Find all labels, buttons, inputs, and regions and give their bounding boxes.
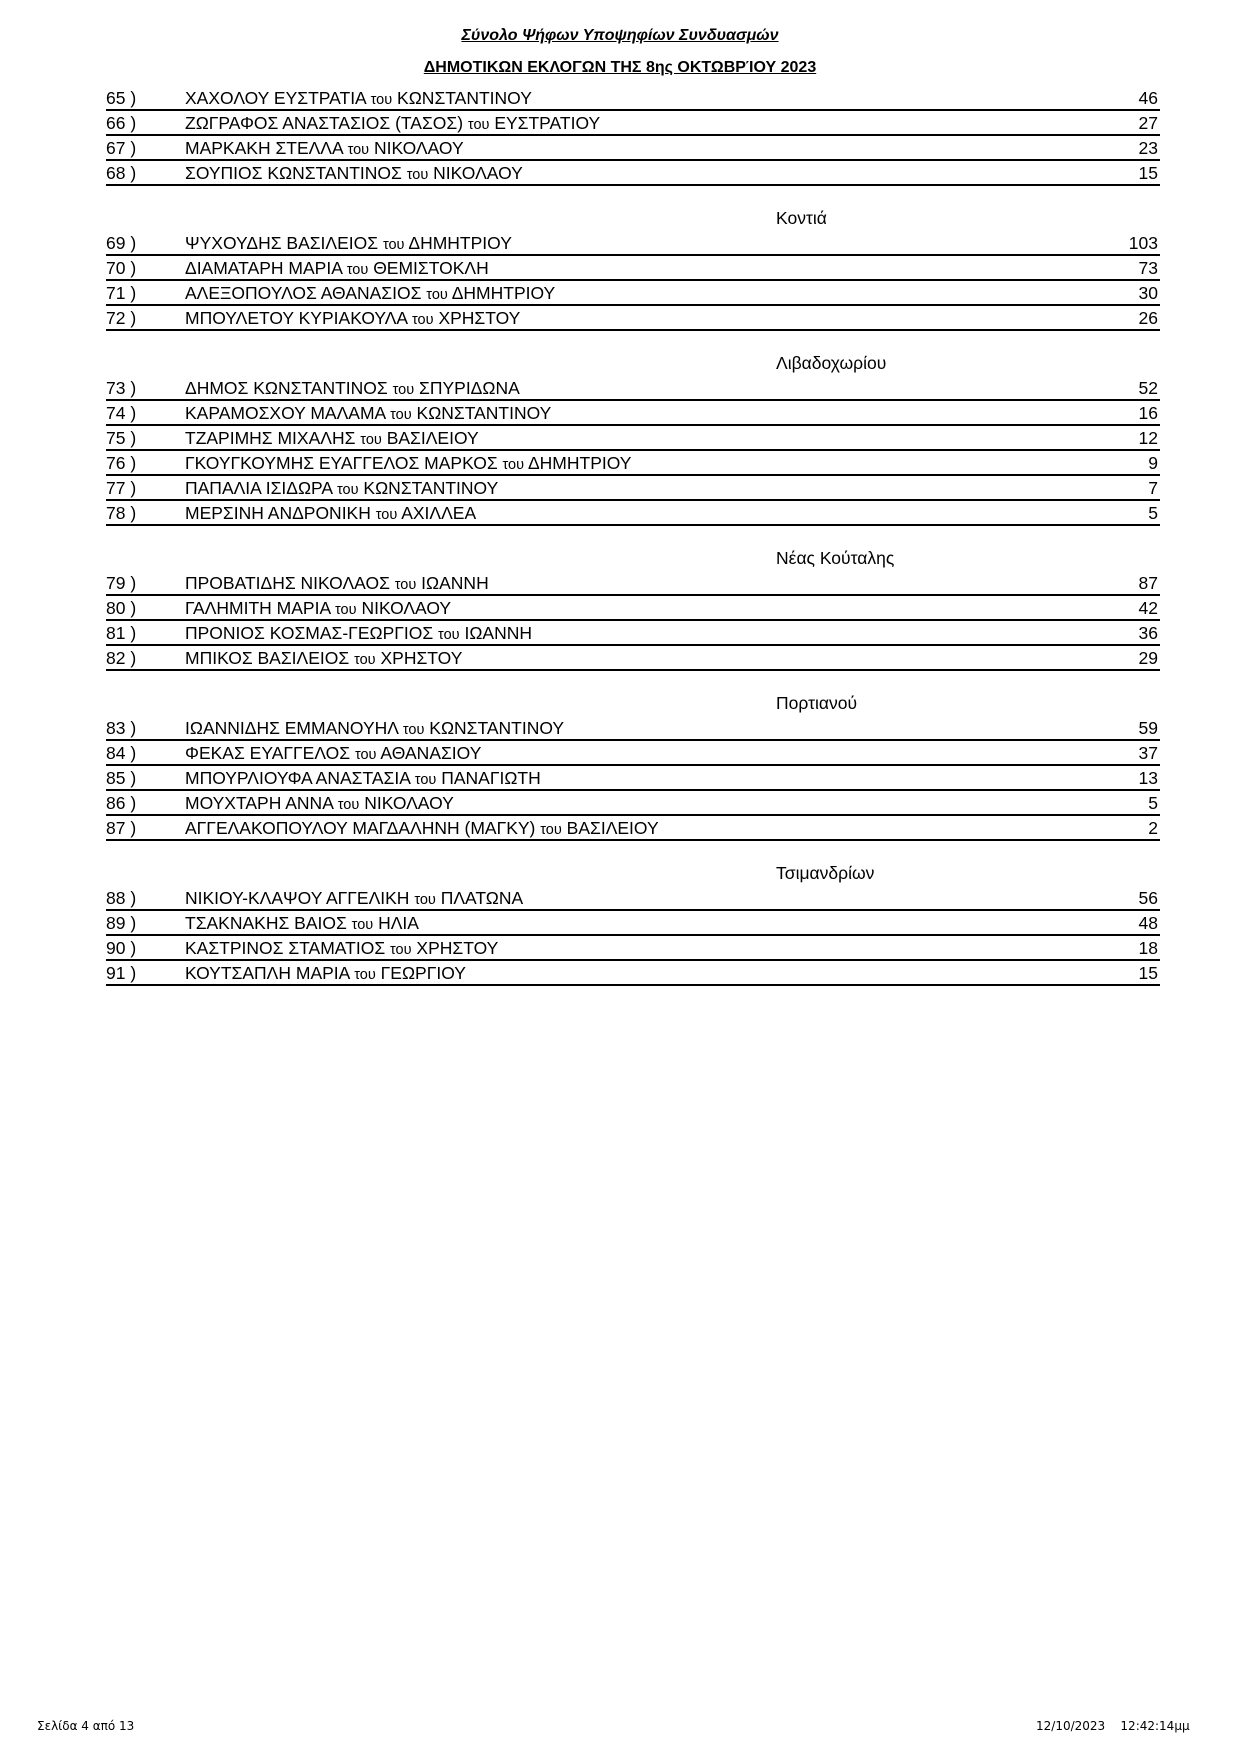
- father-name: ΧΡΗΣΤΟΥ: [438, 308, 521, 328]
- father-name: ΝΙΚΟΛΑΟΥ: [361, 598, 452, 618]
- table-row: [106, 161, 1160, 186]
- row-number: 76 ): [106, 453, 137, 473]
- candidate-fullname: ΔΙΑΜΑΤΑΡΗ ΜΑΡΙΑ: [185, 258, 342, 278]
- table-row: [106, 741, 1160, 766]
- candidate-fullname: ΙΩΑΝΝΙΔΗΣ ΕΜΜΑΝΟΥΗΛ: [185, 718, 398, 738]
- section-heading: [106, 841, 1160, 886]
- section-title: Λιβαδοχωρίου: [776, 353, 887, 373]
- tou-word: του: [347, 142, 370, 158]
- row-number: 89 ): [106, 913, 137, 933]
- table-row: [106, 401, 1160, 426]
- vote-count: 2: [1148, 818, 1158, 838]
- candidate-name: [185, 451, 631, 478]
- candidate-fullname: ΑΓΓΕΛΑΚΟΠΟΥΛΟΥ ΜΑΓΔΑΛΗΝΗ (ΜΑΓΚΥ): [185, 818, 536, 838]
- vote-count: 42: [1138, 598, 1158, 618]
- vote-count: 56: [1138, 888, 1158, 908]
- section-title: Νέας Κούταλης: [776, 548, 895, 568]
- candidate-fullname: ΓΑΛΗΜΙΤΗ ΜΑΡΙΑ: [185, 598, 331, 618]
- vote-count: 7: [1148, 478, 1158, 498]
- vote-count: 59: [1138, 718, 1158, 738]
- table-row: [106, 476, 1160, 501]
- candidate-name: [185, 936, 498, 963]
- candidate-name: [185, 716, 564, 743]
- candidate-fullname: ΤΖΑΡΙΜΗΣ ΜΙΧΑΛΗΣ: [185, 428, 356, 448]
- father-name: ΠΛΑΤΩΝΑ: [440, 888, 524, 908]
- father-name: ΙΩΑΝΝΗ: [421, 573, 489, 593]
- table-row: [106, 426, 1160, 451]
- father-name: ΠΑΝΑΓΙΩΤΗ: [441, 768, 541, 788]
- father-name: ΧΡΗΣΤΟΥ: [416, 938, 499, 958]
- candidate-fullname: ΤΣΑΚΝΑΚΗΣ ΒΑΙΟΣ: [185, 913, 347, 933]
- table-row: [106, 716, 1160, 741]
- candidate-name: [185, 401, 551, 428]
- candidate-fullname: ΜΠΟΥΡΛΙΟΥΦΑ ΑΝΑΣΤΑΣΙΑ: [185, 768, 410, 788]
- table-row: [106, 886, 1160, 911]
- row-number: 81 ): [106, 623, 137, 643]
- candidate-name: [185, 791, 454, 818]
- row-number: 87 ): [106, 818, 137, 838]
- row-number: 86 ): [106, 793, 137, 813]
- candidate-fullname: ΦΕΚΑΣ ΕΥΑΓΓΕΛΟΣ: [185, 743, 351, 763]
- table-row: [106, 571, 1160, 596]
- table-row: [106, 791, 1160, 816]
- vote-count: 16: [1138, 403, 1158, 423]
- row-number: 75 ): [106, 428, 137, 448]
- vote-count: 13: [1138, 768, 1158, 788]
- candidate-fullname: ΜΠΙΚΟΣ ΒΑΣΙΛΕΙΟΣ: [185, 648, 350, 668]
- table-row: [106, 936, 1160, 961]
- table-row: [106, 816, 1160, 841]
- father-name: ΗΛΙΑ: [378, 913, 419, 933]
- row-number: 69 ): [106, 233, 137, 253]
- father-name: ΒΑΣΙΛΕΙΟΥ: [386, 428, 479, 448]
- section-heading: [106, 671, 1160, 716]
- candidate-name: [185, 86, 532, 113]
- section-title: Τσιμανδρίων: [776, 863, 875, 883]
- candidate-name: [185, 816, 659, 843]
- tou-word: του: [375, 507, 398, 523]
- table-row: [106, 231, 1160, 256]
- tou-word: του: [406, 167, 429, 183]
- tou-word: του: [540, 822, 562, 838]
- vote-count: 5: [1148, 503, 1158, 523]
- table-row: [106, 376, 1160, 401]
- section-heading: [106, 331, 1160, 376]
- candidate-name: [185, 766, 541, 793]
- table-row: [106, 451, 1160, 476]
- candidate-name: [185, 161, 523, 188]
- vote-count: 103: [1128, 233, 1158, 253]
- tou-word: του: [335, 602, 357, 618]
- tou-word: του: [346, 262, 369, 278]
- row-number: 83 ): [106, 718, 137, 738]
- vote-count: 46: [1138, 88, 1158, 108]
- candidate-name: [185, 376, 520, 403]
- row-number: 82 ): [106, 648, 137, 668]
- father-name: ΝΙΚΟΛΑΟΥ: [364, 793, 454, 813]
- table-row: [106, 596, 1160, 621]
- vote-count: 52: [1138, 378, 1158, 398]
- row-number: 79 ): [106, 573, 137, 593]
- vote-count: 23: [1138, 138, 1158, 158]
- tou-word: του: [426, 287, 448, 303]
- section-heading: [106, 526, 1160, 571]
- father-name: ΔΗΜΗΤΡΙΟΥ: [527, 453, 632, 473]
- row-number: 65 ): [106, 88, 137, 108]
- candidate-fullname: ΖΩΓΡΑΦΟΣ ΑΝΑΣΤΑΣΙΟΣ (ΤΑΣΟΣ): [185, 113, 464, 133]
- tou-word: του: [337, 482, 359, 498]
- vote-count: 18: [1138, 938, 1158, 958]
- row-number: 71 ): [106, 283, 137, 303]
- tou-word: του: [414, 772, 437, 788]
- row-number: 68 ): [106, 163, 137, 183]
- candidate-name: [185, 741, 481, 768]
- candidate-fullname: ΠΡΟΝΙΟΣ ΚΟΣΜΑΣ-ΓΕΩΡΓΙΟΣ: [185, 623, 434, 643]
- vote-count: 15: [1138, 163, 1158, 183]
- vote-count: 29: [1138, 648, 1158, 668]
- candidate-name: [185, 231, 512, 258]
- row-number: 77 ): [106, 478, 137, 498]
- tou-word: του: [382, 237, 405, 253]
- candidate-fullname: ΠΑΠΑΛΙΑ ΙΣΙΔΩΡΑ: [185, 478, 333, 498]
- candidate-name: [185, 476, 498, 503]
- section-heading: [106, 186, 1160, 231]
- father-name: ΝΙΚΟΛΑΟΥ: [433, 163, 523, 183]
- row-number: 85 ): [106, 768, 137, 788]
- row-number: 72 ): [106, 308, 137, 328]
- row-number: 91 ): [106, 963, 137, 983]
- table-row: [106, 766, 1160, 791]
- father-name: ΓΕΩΡΓΙΟΥ: [380, 963, 466, 983]
- vote-count: 9: [1148, 453, 1158, 473]
- candidate-name: [185, 646, 462, 673]
- father-name: ΘΕΜΙΣΤΟΚΛΗ: [373, 258, 489, 278]
- row-number: 67 ): [106, 138, 137, 158]
- tou-word: του: [354, 747, 377, 763]
- candidate-name: [185, 621, 532, 648]
- vote-count: 30: [1138, 283, 1158, 303]
- candidate-fullname: ΣΟΥΠΙΟΣ ΚΩΝΣΤΑΝΤΙΝΟΣ: [185, 163, 402, 183]
- candidate-name: [185, 596, 451, 623]
- table-row: [106, 306, 1160, 331]
- vote-count: 12: [1138, 428, 1158, 448]
- candidate-fullname: ΨΥΧΟΥΔΗΣ ΒΑΣΙΛΕΙΟΣ: [185, 233, 379, 253]
- tou-word: του: [394, 577, 417, 593]
- tou-word: του: [414, 892, 436, 908]
- table-row: [106, 961, 1160, 986]
- row-number: 90 ): [106, 938, 137, 958]
- table-row: [106, 256, 1160, 281]
- father-name: ΚΩΝΣΤΑΝΤΙΝΟΥ: [429, 718, 565, 738]
- tou-word: του: [402, 722, 425, 738]
- candidate-fullname: ΜΟΥΧΤΑΡΗ ΑΝΝΑ: [185, 793, 333, 813]
- vote-count: 87: [1138, 573, 1158, 593]
- candidate-fullname: ΚΑΡΑΜΟΣΧΟΥ ΜΑΛΑΜΑ: [185, 403, 386, 423]
- father-name: ΣΠΥΡΙΔΩΝΑ: [419, 378, 520, 398]
- tou-word: του: [467, 117, 490, 133]
- candidate-fullname: ΚΑΣΤΡΙΝΟΣ ΣΤΑΜΑΤΙΟΣ: [185, 938, 386, 958]
- document-title: Σύνολο Ψήφων Υποψηφίων Συνδυασμών: [461, 27, 779, 44]
- father-name: ΧΡΗΣΤΟΥ: [380, 648, 463, 668]
- vote-count: 73: [1138, 258, 1158, 278]
- tou-word: του: [412, 312, 434, 328]
- vote-count: 37: [1138, 743, 1158, 763]
- father-name: ΚΩΝΣΤΑΝΤΙΝΟΥ: [397, 88, 532, 108]
- tou-word: του: [392, 382, 415, 398]
- tou-word: του: [390, 942, 412, 958]
- row-number: 66 ): [106, 113, 137, 133]
- vote-count: 27: [1138, 113, 1158, 133]
- table-row: [106, 136, 1160, 161]
- vote-count: 48: [1138, 913, 1158, 933]
- table-row: [106, 621, 1160, 646]
- candidate-fullname: ΜΠΟΥΛΕΤΟΥ ΚΥΡΙΑΚΟΥΛΑ: [185, 308, 408, 328]
- father-name: ΑΘΑΝΑΣΙΟΥ: [380, 743, 482, 763]
- table-row: [106, 86, 1160, 111]
- candidate-name: [185, 306, 520, 333]
- father-name: ΔΗΜΗΤΡΙΟΥ: [451, 283, 556, 303]
- candidate-fullname: ΠΡΟΒΑΤΙΔΗΣ ΝΙΚΟΛΑΟΣ: [185, 573, 390, 593]
- candidate-name: [185, 571, 489, 598]
- candidate-name: [185, 426, 479, 453]
- candidate-name: [185, 136, 464, 163]
- candidate-fullname: ΚΟΥΤΣΑΠΛΗ ΜΑΡΙΑ: [185, 963, 350, 983]
- table-row: [106, 281, 1160, 306]
- vote-count: 36: [1138, 623, 1158, 643]
- candidate-name: [185, 961, 466, 988]
- candidate-fullname: ΝΙΚΙΟΥ-ΚΛΑΨΟΥ ΑΓΓΕΛΙΚΗ: [185, 888, 410, 908]
- tou-word: του: [360, 432, 382, 448]
- candidate-name: [185, 886, 523, 913]
- row-number: 78 ): [106, 503, 137, 523]
- row-number: 70 ): [106, 258, 137, 278]
- section-title: Πορτιανού: [776, 693, 858, 713]
- tou-word: του: [354, 652, 376, 668]
- father-name: ΕΥΣΤΡΑΤΙΟΥ: [494, 113, 601, 133]
- candidate-name: [185, 256, 489, 283]
- tou-word: του: [354, 967, 376, 983]
- row-number: 73 ): [106, 378, 137, 398]
- candidate-fullname: ΧΑΧΟΛΟΥ ΕΥΣΤΡΑΤΙΑ: [185, 88, 366, 108]
- vote-count: 15: [1138, 963, 1158, 983]
- row-number: 80 ): [106, 598, 137, 618]
- row-number: 74 ): [106, 403, 137, 423]
- tou-word: του: [502, 457, 525, 473]
- father-name: ΑΧΙΛΛΕΑ: [401, 503, 477, 523]
- candidate-name: [185, 501, 476, 528]
- vote-count: 5: [1148, 793, 1158, 813]
- candidate-fullname: ΜΑΡΚΑΚΗ ΣΤΕΛΛΑ: [185, 138, 343, 158]
- candidate-fullname: ΓΚΟΥΓΚΟΥΜΗΣ ΕΥΑΓΓΕΛΟΣ ΜΑΡΚΟΣ: [185, 453, 498, 473]
- candidates-table: [106, 86, 1160, 986]
- section-title: Κοντιά: [776, 208, 827, 228]
- candidate-name: [185, 911, 419, 938]
- father-name: ΙΩΑΝΝΗ: [464, 623, 532, 643]
- vote-count: 26: [1138, 308, 1158, 328]
- candidate-fullname: ΜΕΡΣΙΝΗ ΑΝΔΡΟΝΙΚΗ: [185, 503, 371, 523]
- page-number: Σελίδα 4 από 13: [37, 1719, 135, 1733]
- tou-word: του: [438, 627, 460, 643]
- father-name: ΚΩΝΣΤΑΝΤΙΝΟΥ: [416, 403, 552, 423]
- table-row: [106, 646, 1160, 671]
- candidate-fullname: ΔΗΜΟΣ ΚΩΝΣΤΑΝΤΙΝΟΣ: [185, 378, 388, 398]
- candidate-fullname: ΑΛΕΞΟΠΟΥΛΟΣ ΑΘΑΝΑΣΙΟΣ: [185, 283, 422, 303]
- candidate-name: [185, 111, 600, 138]
- document-subtitle: ΔΗΜΟΤΙΚΩΝ ΕΚΛΟΓΩΝ ΤΗΣ 8ης ΟΚΤΩΒΡΊΟΥ 2023: [423, 59, 817, 76]
- tou-word: του: [351, 917, 374, 933]
- father-name: ΚΩΝΣΤΑΝΤΙΝΟΥ: [363, 478, 499, 498]
- father-name: ΒΑΣΙΛΕΙΟΥ: [566, 818, 659, 838]
- tou-word: του: [337, 797, 360, 813]
- table-row: [106, 911, 1160, 936]
- row-number: 88 ): [106, 888, 137, 908]
- row-number: 84 ): [106, 743, 137, 763]
- tou-word: του: [390, 407, 412, 423]
- table-row: [106, 111, 1160, 136]
- father-name: ΔΗΜΗΤΡΙΟΥ: [408, 233, 512, 253]
- candidate-name: [185, 281, 555, 308]
- print-datetime: 12/10/2023 12:42:14μμ: [1036, 1719, 1190, 1733]
- father-name: ΝΙΚΟΛΑΟΥ: [374, 138, 464, 158]
- tou-word: του: [370, 92, 393, 108]
- table-row: [106, 501, 1160, 526]
